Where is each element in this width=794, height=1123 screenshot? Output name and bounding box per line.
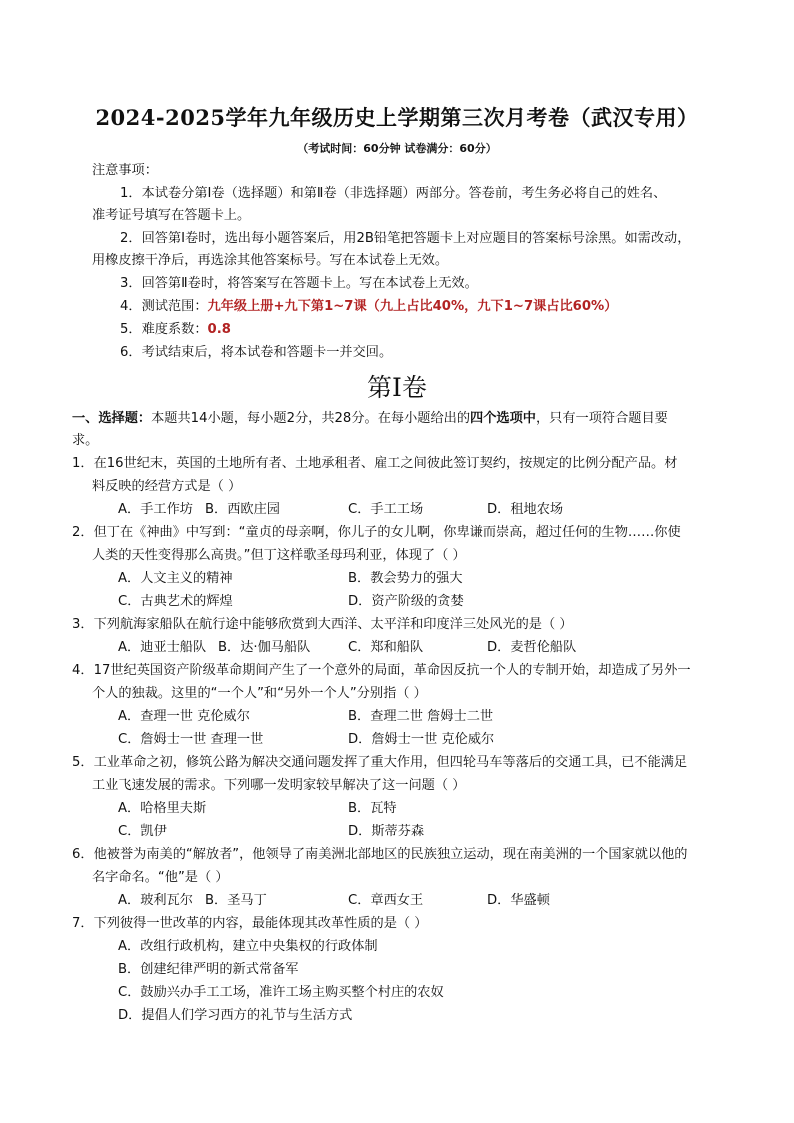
- question-3: 3．下列航海家船队在航行途中能够欣赏到大西洋、太平洋和印度洋三处风光的是（ ）: [72, 617, 573, 632]
- note-2-line-2: 用橡皮擦干净后，再选涂其他答案标号。写在本试卷上无效。: [92, 253, 449, 268]
- note-5-prefix: 5．难度系数：: [120, 322, 208, 337]
- q2-option-b: B．教会势力的强大: [348, 571, 463, 586]
- q4-option-d: D．詹姆士一世 克伦威尔: [348, 732, 495, 747]
- q2-option-a: A．人文主义的精神: [118, 571, 233, 586]
- section-intro-line-2: 求。: [72, 433, 99, 448]
- difficulty-value: 0.8: [207, 322, 231, 337]
- q1-option-a: A．手工作坊: [118, 502, 193, 517]
- note-3: 3．回答第Ⅱ卷时，将答案写在答题卡上。写在本试卷上无效。: [120, 276, 478, 291]
- section-intro: [72, 410, 668, 428]
- question-1-line-2: 料反映的经营方式是（ ）: [92, 479, 242, 494]
- q7-option-a: A．改组行政机构，建立中央集权的行政体制: [118, 939, 378, 954]
- q3-option-a: A．迪亚士船队: [118, 640, 207, 655]
- question-6-line-1: 6．他被誉为南美的“解放者”，他领导了南美洲北部地区的民族独立运动，现在南美洲的一个国家就以他的: [72, 847, 688, 862]
- q5-option-b: B．瓦特: [348, 801, 397, 816]
- q1-option-b: B．西欧庄园: [205, 502, 280, 517]
- q4-option-a: A．查理一世 克伦威尔: [118, 709, 250, 724]
- q3-option-b: B．达·伽马船队: [218, 640, 311, 655]
- question-6-line-2: 名字命名。“他”是（ ）: [92, 870, 229, 885]
- question-1-line-1: 1．在16世纪末，英国的土地所有者、土地承租者、雇工之间彼此签订契约，按规定的比例分配产品。材: [72, 456, 678, 471]
- q1-option-c: C．手工工场: [348, 502, 424, 517]
- section-label: 一、选择题：: [72, 411, 152, 426]
- q7-option-b: B．创建纪律严明的新式常备军: [118, 962, 299, 977]
- section-intro-text: 本题共14小题，每小题2分，共28分。在每小题给出的: [151, 411, 471, 426]
- exam-subtitle: （考试时间：60分钟 试卷满分：60分）: [297, 142, 497, 155]
- section-intro-emph: 四个选项中: [470, 411, 536, 426]
- question-2-line-2: 人类的天性变得那么高贵。”但丁这样歌圣母玛利亚，体现了（ ）: [92, 548, 466, 563]
- note-5: [120, 321, 231, 339]
- exam-title: 2024-2025学年九年级历史上学期第三次月考卷（武汉专用）: [95, 105, 699, 130]
- q5-option-c: C．凯伊: [118, 824, 167, 839]
- question-5-line-1: 5．工业革命之初，修筑公路为解决交通问题发挥了重大作用，但四轮马车等落后的交通工具，已不能满足: [72, 755, 688, 770]
- q5-option-a: A．哈格里夫斯: [118, 801, 207, 816]
- q1-option-d: D．租地农场: [487, 502, 564, 517]
- q2-option-d: D．资产阶级的贪婪: [348, 594, 464, 609]
- q7-option-c: C．鼓励兴办手工工场，准许工场主购买整个村庄的农奴: [118, 985, 444, 1000]
- q4-option-c: C．詹姆士一世 查理一世: [118, 732, 264, 747]
- test-scope: 九年级上册+九下第1~7课（九上占比40%，九下1~7课占比60%）: [207, 299, 618, 314]
- q6-option-d: D．华盛顿: [487, 893, 550, 908]
- q2-option-c: C．古典艺术的辉煌: [118, 594, 233, 609]
- q6-option-b: B．圣马丁: [205, 893, 267, 908]
- note-4-prefix: 4．测试范围：: [120, 299, 208, 314]
- q3-option-c: C．郑和船队: [348, 640, 424, 655]
- note-1-line-2: 准考证号填写在答题卡上。: [92, 208, 251, 223]
- note-2-line-1: 2．回答第Ⅰ卷时，选出每小题答案后，用2B铅笔把答题卡上对应题目的答案标号涂黑。如需改动，: [120, 231, 691, 246]
- q5-option-d: D．斯蒂芬森: [348, 824, 425, 839]
- question-2-line-1: 2．但丁在《神曲》中写到：“童贞的母亲啊，你儿子的女儿啊，你卑谦而崇高，超过任何的生物……你使: [72, 525, 681, 540]
- volume-title: 第Ⅰ卷: [367, 373, 427, 402]
- notes-heading: 注意事项：: [92, 163, 158, 178]
- question-7: 7．下列彼得一世改革的内容，最能体现其改革性质的是（ ）: [72, 916, 428, 931]
- question-4-line-1: 4．17世纪英国资产阶级革命期间产生了一个意外的局面，革命因反抗一个人的专制开始，却造成了另外一: [72, 663, 691, 678]
- note-1-line-1: 1．本试卷分第Ⅰ卷（选择题）和第Ⅱ卷（非选择题）两部分。答卷前，考生务必将自己的姓名、: [120, 186, 667, 201]
- note-4: [120, 298, 617, 316]
- q4-option-b: B．查理二世 詹姆士二世: [348, 709, 494, 724]
- q7-option-d: D．提倡人们学习西方的礼节与生活方式: [118, 1008, 353, 1023]
- section-intro-suffix: ，只有一项符合题目要: [535, 411, 668, 426]
- q6-option-c: C．章西女王: [348, 893, 424, 908]
- note-6: 6．考试结束后，将本试卷和答题卡一并交回。: [120, 345, 393, 360]
- q3-option-d: D．麦哲伦船队: [487, 640, 577, 655]
- q6-option-a: A．玻利瓦尔: [118, 893, 193, 908]
- question-5-line-2: 工业飞速发展的需求。下列哪一发明家较早解决了这一问题（ ）: [92, 778, 466, 793]
- question-4-line-2: 个人的独裁。这里的“一个人”和“另外一个人”分别指（ ）: [92, 686, 427, 701]
